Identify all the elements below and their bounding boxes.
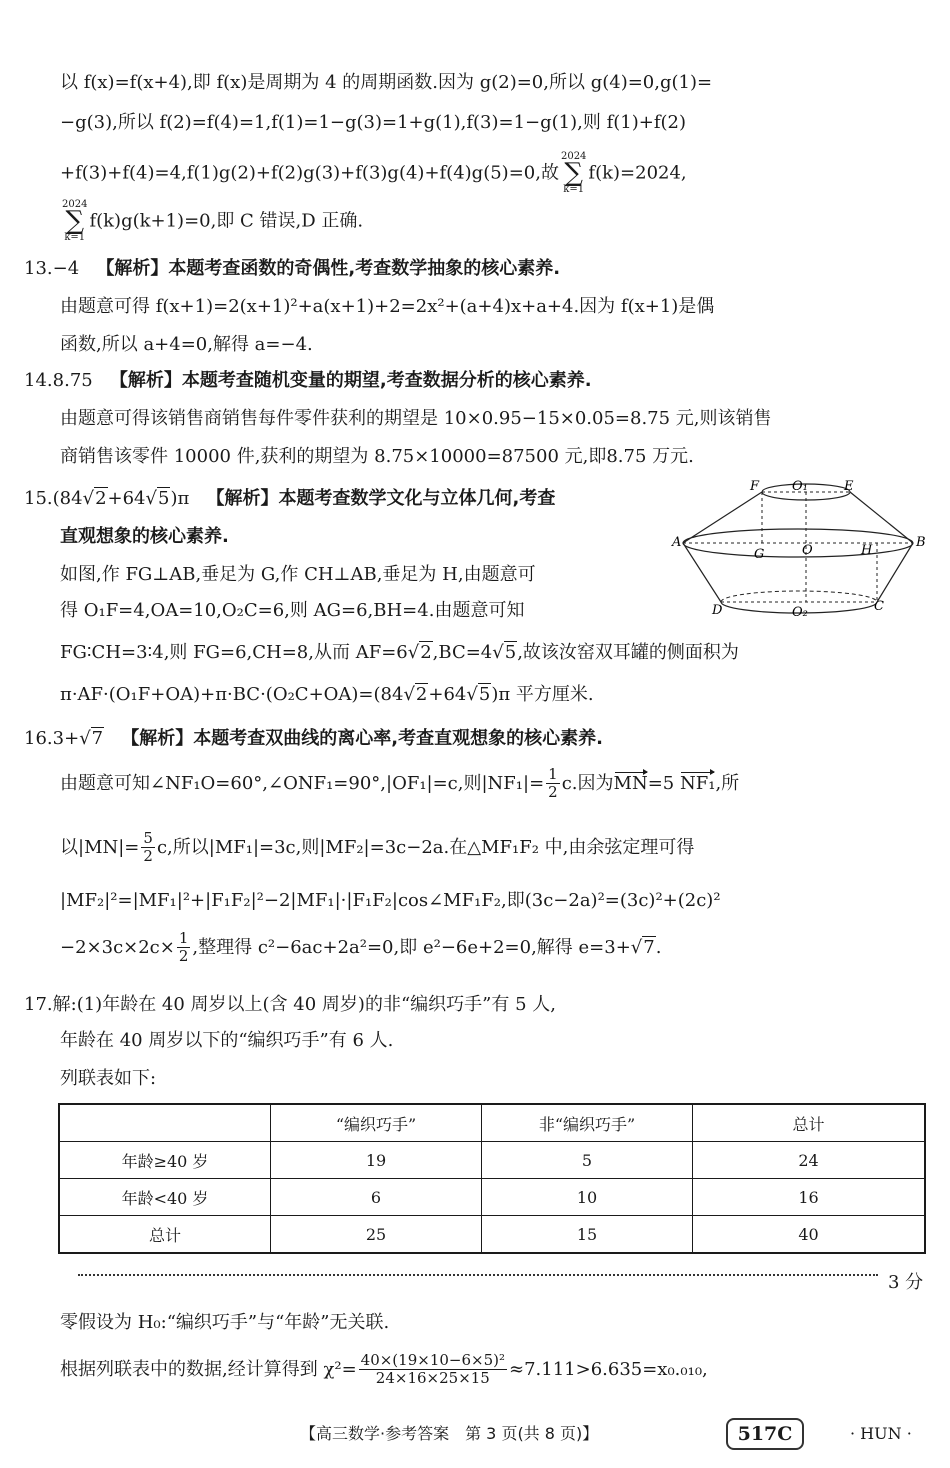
table-header-row xyxy=(59,1104,925,1142)
text-line: +f(3)+f(4)=4,f(1)g(2)+f(2)g(3)+f(3)g(4)+f(4)g(5)=0,故2024 ∑ k=1f(k)=2024, xyxy=(60,151,687,196)
table-cell: 年龄<40 岁 xyxy=(59,1179,271,1216)
text-line: 得 O₁F=4,OA=10,O₂C=6,则 AG=6,BH=4.由题意可知 xyxy=(60,600,525,621)
paper-code: 517C xyxy=(726,1418,804,1450)
label-H: H xyxy=(861,543,873,558)
text-line: −g(3),所以 f(2)=f(4)=1,f(1)=1−g(3)=1+g(1),f(3)=1−g(1),则 f(1)+f(2) xyxy=(60,112,686,133)
text-line: 函数,所以 a+4=0,解得 a=−4. xyxy=(60,334,313,355)
label-O2: O₂ xyxy=(792,605,808,620)
table-cell: 40 xyxy=(693,1216,926,1254)
label-F: F xyxy=(750,479,760,494)
label-C: C xyxy=(874,599,884,614)
label-E: E xyxy=(844,479,854,494)
label-B: B xyxy=(916,535,926,550)
contingency-table xyxy=(58,1103,926,1254)
text-line: π·AF·(O₁F+OA)+π·BC·(O₂C+OA)=(84√2+64√5)π 平方厘米. xyxy=(60,684,594,705)
table-row xyxy=(59,1142,925,1179)
table-cell: 非“编织巧手” xyxy=(482,1104,693,1142)
bottom-ellipse-back xyxy=(721,591,877,602)
question-15-header: 15.(84√2+64√5)π 【解析】本题考查数学文化与立体几何,考查 xyxy=(24,488,556,509)
text-line: 年龄在 40 周岁以下的“编织巧手”有 6 人. xyxy=(60,1030,394,1051)
table-cell: 15 xyxy=(482,1216,693,1254)
score-leader-dots xyxy=(78,1274,878,1276)
label-A: A xyxy=(672,535,682,550)
text-line: |MF₂|²=|MF₁|²+|F₁F₂|²−2|MF₁|·|F₁F₂|cos∠MF₁F₂,即(3c−2a)²=(3c)²+(2c)² xyxy=(60,890,721,911)
text-line: 零假设为 H₀:“编织巧手”与“年龄”无关联. xyxy=(60,1312,390,1333)
text-line: 由题意可得 f(x+1)=2(x+1)²+a(x+1)+2=2x²+(a+4)x+a+4.因为 f(x+1)是偶 xyxy=(60,296,715,317)
text-line: 根据列联表中的数据,经计算得到 χ²= $\frac{\text{40×(19×10−6×5)²}}{24\times 16\times 25\times 15}$ ≈7.111>6.635=x₀.₀₁₀, xyxy=(60,1351,708,1388)
table-cell: 24 xyxy=(693,1142,926,1179)
region-code: · HUN · xyxy=(850,1424,912,1443)
question-13-header: 13.−4 【解析】本题考查函数的奇偶性,考查数学抽象的核心素养. xyxy=(24,258,561,279)
footer-text: 【高三数学·参考答案 第 3 页(共 8 页)】 xyxy=(300,1424,599,1443)
label-G: G xyxy=(754,547,765,562)
question-17-header: 17.解:(1)年龄在 40 周岁以上(含 40 周岁)的非“编织巧手”有 5 人, xyxy=(24,994,556,1015)
text-line: 直观想象的核心素养. xyxy=(60,526,229,547)
text-line: 2024 ∑ k=1f(k)g(k+1)=0,即 C 错误,D 正确. xyxy=(62,199,364,244)
text-line: 以|MN|= $\frac{5}{2}$ c,所以|MF₁|=3c,则|MF₂|=3c−2a.在△MF₁F₂ 中,由余弦定理可得 xyxy=(60,829,695,866)
score-label: 3 分 xyxy=(888,1272,924,1293)
label-D: D xyxy=(712,603,723,618)
table-cell: “编织巧手” xyxy=(271,1104,482,1142)
table-cell xyxy=(59,1104,271,1142)
table-cell: 年龄≥40 岁 xyxy=(59,1142,271,1179)
table-row xyxy=(59,1216,925,1254)
table-row xyxy=(59,1179,925,1216)
label-O: O xyxy=(802,543,813,558)
question-16-header: 16.3+√7 【解析】本题考查双曲线的离心率,考查直观想象的核心素养. xyxy=(24,728,603,749)
table-cell: 5 xyxy=(482,1142,693,1179)
question-14-header: 14.8.75 【解析】本题考查随机变量的期望,考查数据分析的核心素养. xyxy=(24,370,592,391)
text-line: 如图,作 FG⊥AB,垂足为 G,作 CH⊥AB,垂足为 H,由题意可 xyxy=(60,564,536,585)
text-line: 以 f(x)=f(x+4),即 f(x)是周期为 4 的周期函数.因为 g(2)=0,所以 g(4)=0,g(1)= xyxy=(60,72,713,93)
text-line: 由题意可得该销售商销售每件零件获利的期望是 10×0.95−15×0.05=8.75 元,则该销售 xyxy=(60,408,772,429)
table-cell: 总计 xyxy=(693,1104,926,1142)
text-line: FG∶CH=3∶4,则 FG=6,CH=8,从而 AF=6√2,BC=4√5,故该汝窑双耳罐的侧面积为 xyxy=(60,642,739,663)
text-line: −2×3c×2c× $\frac{1}{2}$ ,整理得 c²−6ac+2a²=0,即 e²−6e+2=0,解得 e=3+√7. xyxy=(60,929,662,966)
text-line: 列联表如下: xyxy=(60,1068,157,1089)
table-cell: 16 xyxy=(693,1179,926,1216)
text-line: 由题意可知∠NF₁O=60°,∠ONF₁=90°,|OF₁|=c,则|NF₁|= $\frac{1}{2}$ c.因为MN=5 NF₁,所 xyxy=(60,765,740,802)
table-cell: 25 xyxy=(271,1216,482,1254)
jar-geometry-figure xyxy=(670,476,936,624)
label-O1: O₁ xyxy=(792,479,808,494)
table-cell: 19 xyxy=(271,1142,482,1179)
table-cell: 10 xyxy=(482,1179,693,1216)
table-cell: 总计 xyxy=(59,1216,271,1254)
table-cell: 6 xyxy=(271,1179,482,1216)
text-line: 商销售该零件 10000 件,获利的期望为 8.75×10000=87500 元,即8.75 万元. xyxy=(60,446,694,467)
